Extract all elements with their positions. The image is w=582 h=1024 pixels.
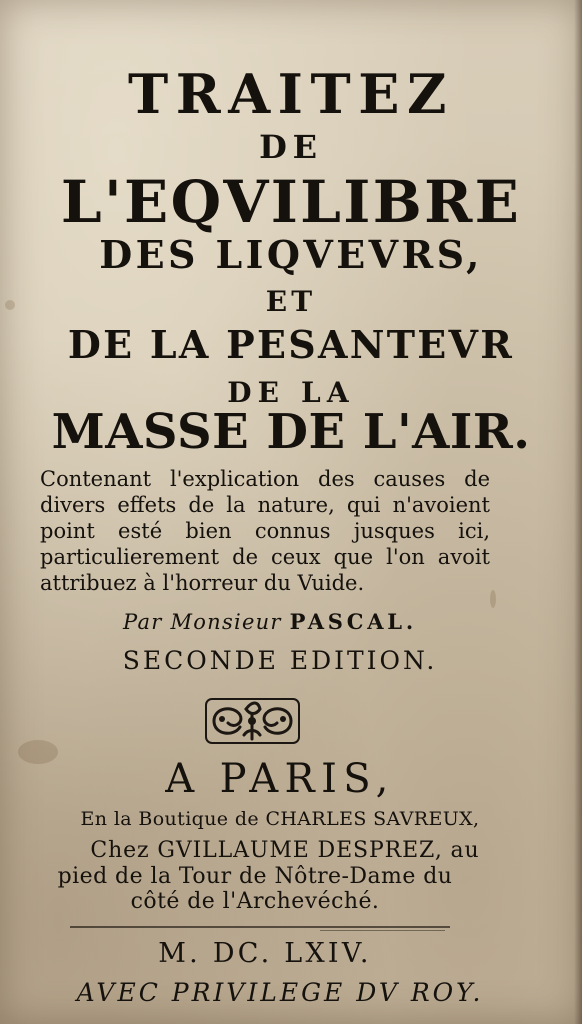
title-line-de: DE	[259, 128, 323, 166]
edition-line: SECONDE EDITION.	[122, 646, 438, 675]
title-line-liqueurs: DES LIQVEVRS,	[99, 232, 483, 277]
imprint-city: A PARIS,	[165, 756, 395, 802]
imprint-line-1: En la Boutique de CHARLES SAVREUX,	[80, 808, 480, 830]
author-line	[70, 609, 470, 634]
floral-ornament-icon	[200, 695, 305, 747]
foxing-spot	[490, 590, 496, 608]
title-line-et: ET	[265, 285, 317, 318]
royal-privilege: AVEC PRIVILEGE DV ROY.	[76, 978, 484, 1007]
author-prefix: Par Monsieur	[123, 610, 282, 634]
publication-year: M. DC. LXIV.	[158, 938, 372, 969]
title-line-equilibre: L'EQVILIBRE	[60, 168, 522, 236]
description-paragraph: Contenant l'explication des causes de divers effets de la nature, qui n'avoient point esté bien connus jusques ici, particulierement de ceux que l'on avoit attribuez à l'horreur du Vuide.	[40, 467, 490, 595]
author-name: PASCAL.	[289, 609, 417, 634]
imprint-line-4: côté de l'Archevéché.	[130, 889, 380, 914]
divider-rule	[320, 930, 445, 931]
title-line-masse-de-lair: MASSE DE L'AIR.	[51, 404, 531, 460]
title-line-traitez: TRAITEZ	[128, 62, 454, 126]
imprint-line-3: pied de la Tour de Nôtre-Dame du	[57, 864, 453, 889]
title-line-pesanteur: DE LA PESANTEVR	[67, 322, 515, 367]
title-line-de-la: DE LA	[227, 376, 355, 409]
divider-rule	[70, 926, 450, 928]
imprint-line-2: Chez GVILLAUME DESPREZ, au	[90, 838, 480, 863]
